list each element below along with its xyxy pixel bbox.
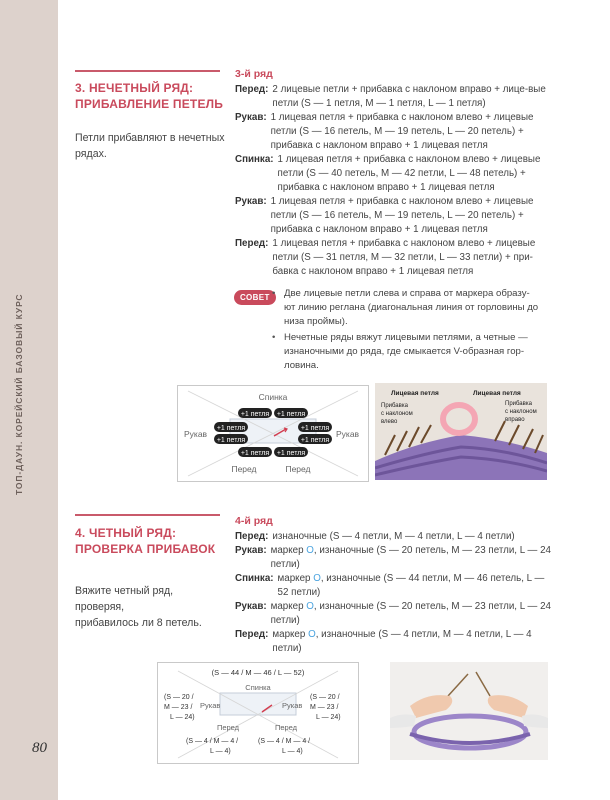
count-front-right-1: (S — 4 / M — 4 / — [258, 738, 311, 745]
count-left-sleeve-3: L — 24) — [170, 714, 195, 721]
row-text — [271, 600, 555, 628]
row4-heading: 4-й ряд — [235, 515, 273, 527]
row-text-pre: маркер — [270, 545, 307, 556]
row-text-pre: маркер — [272, 629, 309, 640]
diagram-label-front-left: Перед — [231, 464, 257, 474]
section3-desc-line1: Петли прибавляют в нечетных — [75, 132, 225, 144]
photo-label-knit-right: Лицевая петля — [473, 390, 521, 397]
row4-back — [235, 572, 555, 600]
row3-instructions — [235, 83, 555, 279]
row-text: 1 лицевая петля + прибавка с наклоном влево + лицевые петли (S — 16 петель, M — 19 петель, L — 20 петель) + прибавка с наклоном вправо + 1 лицевая петля — [270, 112, 534, 151]
row3-sleeve-2 — [235, 195, 555, 237]
row-label: Перед: — [235, 629, 269, 640]
section4-desc-line2: прибавилось ли 8 петель. — [75, 617, 202, 629]
diagram-label-left-sleeve: Рукав — [200, 701, 221, 710]
row3-front-2 — [235, 237, 555, 279]
hands-photo-svg — [390, 662, 548, 760]
photo-label-knit-left: Лицевая петля — [391, 390, 439, 397]
section3-desc-line2: рядах. — [75, 148, 107, 160]
row4-front-1 — [235, 530, 555, 544]
marker-symbol: O — [308, 629, 316, 640]
count-left-sleeve-2: M — 23 / — [164, 704, 193, 711]
section3-rule — [75, 70, 220, 72]
row3-heading: 3-й ряд — [235, 68, 273, 80]
diagram-label-front-right: Перед — [274, 723, 298, 732]
row-text — [278, 572, 555, 600]
photo-label-right-increase: Прибавка с наклоном вправо — [505, 401, 537, 423]
increase-diagram — [177, 385, 369, 482]
row4-sleeve-2 — [235, 600, 555, 628]
row-text-pre: маркер — [277, 573, 314, 584]
row-text: 1 лицевая петля + прибавка с наклоном влево + лицевые петли (S — 40 петель, M — 42 петли, L — 48 петель) + прибавка с наклоном вправо + 1 лицевая петля — [277, 154, 541, 193]
count-left-sleeve-1: (S — 20 / — [164, 694, 194, 701]
row-text-main: , изнаночные (S — 20 петель, M — 23 петли, L — 24 петли) — [270, 601, 551, 626]
section4-desc-line1: Вяжите четный ряд, проверяя, — [75, 585, 174, 613]
marker-symbol: O — [306, 601, 314, 612]
knitting-photo-hands — [390, 662, 548, 760]
row-label: Перед: — [235, 531, 269, 542]
row-text — [271, 544, 555, 572]
row-label: Спинка: — [235, 573, 274, 584]
row-text-main: , изнаночные (S — 4 петли, M — 4 петли, L — 4 петли) — [272, 629, 532, 654]
section3-title-line2: ПРИБАВЛЕНИЕ ПЕТЕЛЬ — [75, 97, 224, 111]
count-back: (S — 44 / M — 46 / L — 52) — [211, 668, 305, 677]
row-text-main: , изнаночные (S — 44 петли, M — 46 петель, L — 52 петли) — [277, 573, 545, 598]
count-front-right-2: L — 4) — [282, 748, 303, 755]
section4-rule — [75, 514, 220, 516]
row-text — [272, 530, 555, 544]
row4-instructions — [235, 530, 555, 656]
diagram-label-back: Спинка — [245, 683, 271, 692]
row-text: 1 лицевая петля + прибавка с наклоном влево + лицевые петли (S — 16 петель, M — 19 петель, L — 20 петель) + прибавка с наклоном вправо + 1 лицевая петля — [270, 196, 534, 235]
row-label: Перед: — [235, 238, 269, 249]
row-text-main: , изнаночные (S — 20 петель, M — 23 петли, L — 24 петли) — [270, 545, 551, 570]
increase-tag: +1 петля — [240, 411, 270, 418]
row4-sleeve-1 — [235, 544, 555, 572]
sidebar-band — [0, 0, 58, 800]
row-label: Рукав: — [235, 112, 267, 123]
row-text-pre: маркер — [270, 601, 307, 612]
diagram-label-right-sleeve: Рукав — [336, 429, 360, 439]
row-label: Рукав: — [235, 545, 267, 556]
tip-item: • Нечетные ряды вяжут лицевыми петлями, а четные — изнаночными до ряда, где смыкается V-образная гор-ловина. — [272, 331, 540, 373]
marker-symbol: O — [306, 545, 314, 556]
marker-symbol: O — [313, 573, 321, 584]
advice-badge: СОВЕТ — [234, 290, 276, 305]
row-label: Рукав: — [235, 196, 267, 207]
row3-front-1 — [235, 83, 555, 111]
increase-diagram-svg — [178, 386, 368, 481]
increase-tag: +1 петля — [276, 450, 306, 457]
tip-item: • Две лицевые петли слева и справа от маркера образу-ют линию реглана (диагональная линия от горловины до низа проймы). — [272, 287, 540, 329]
increase-tag: +1 петля — [300, 437, 330, 444]
photo-label-left-increase: Прибавка с наклоном влево — [381, 403, 413, 425]
increase-tag: +1 петля — [240, 450, 270, 457]
section4-title-line2: ПРОВЕРКА ПРИБАВОК — [75, 542, 216, 556]
count-right-sleeve-2: M — 23 / — [310, 704, 339, 711]
increase-tag: +1 петля — [276, 411, 306, 418]
knitting-photo-svg — [375, 383, 547, 480]
row-text: 2 лицевые петли + прибавка с наклоном вправо + лице-вые петли (S — 1 петля, M — 1 петля, L — 1 петля) — [272, 84, 546, 109]
section4-description — [75, 583, 225, 631]
row-label: Спинка: — [235, 154, 274, 165]
diagram-label-left-sleeve: Рукав — [184, 429, 208, 439]
section3-title — [75, 80, 223, 112]
diagram-label-front-right: Перед — [285, 464, 311, 474]
increase-tag: +1 петля — [216, 425, 246, 432]
section4-title — [75, 525, 215, 557]
sidebar-running-title: ТОП-ДАУН. КОРЕЙСКИЙ БАЗОВЫЙ КУРС — [14, 293, 24, 495]
count-right-sleeve-1: (S — 20 / — [310, 694, 340, 701]
row-text — [272, 628, 555, 656]
row-text: 1 лицевая петля + прибавка с наклоном влево + лицевые петли (S — 31 петля, M — 32 петли, L — 33 петли) + при-бавка с наклоном вправо + 1 лицевая петля — [272, 238, 536, 277]
increase-tag: +1 петля — [300, 425, 330, 432]
count-diagram-svg — [158, 663, 358, 763]
section3-description — [75, 130, 225, 162]
count-front-left-1: (S — 4 / M — 4 / — [186, 738, 239, 745]
count-diagram — [157, 662, 359, 764]
increase-tag: +1 петля — [216, 437, 246, 444]
row3-sleeve-1 — [235, 111, 555, 153]
diagram-label-right-sleeve: Рукав — [282, 701, 303, 710]
count-right-sleeve-3: L — 24) — [316, 714, 341, 721]
row3-back — [235, 153, 555, 195]
row-text-main: изнаночные (S — 4 петли, M — 4 петли, L — 4 петли) — [272, 531, 515, 542]
count-front-left-2: L — 4) — [210, 748, 231, 755]
diagram-label-front-left: Перед — [216, 723, 240, 732]
knitting-photo-increases — [375, 383, 547, 480]
row-label: Рукав: — [235, 601, 267, 612]
page-number: 80 — [32, 740, 47, 756]
advice-tips — [272, 287, 540, 375]
row4-front-2 — [235, 628, 555, 656]
row-label: Перед: — [235, 84, 269, 95]
diagram-label-back: Спинка — [258, 392, 288, 402]
section4-title-line1: 4. ЧЕТНЫЙ РЯД: — [75, 526, 177, 540]
section3-title-line1: 3. НЕЧЕТНЫЙ РЯД: — [75, 81, 194, 95]
